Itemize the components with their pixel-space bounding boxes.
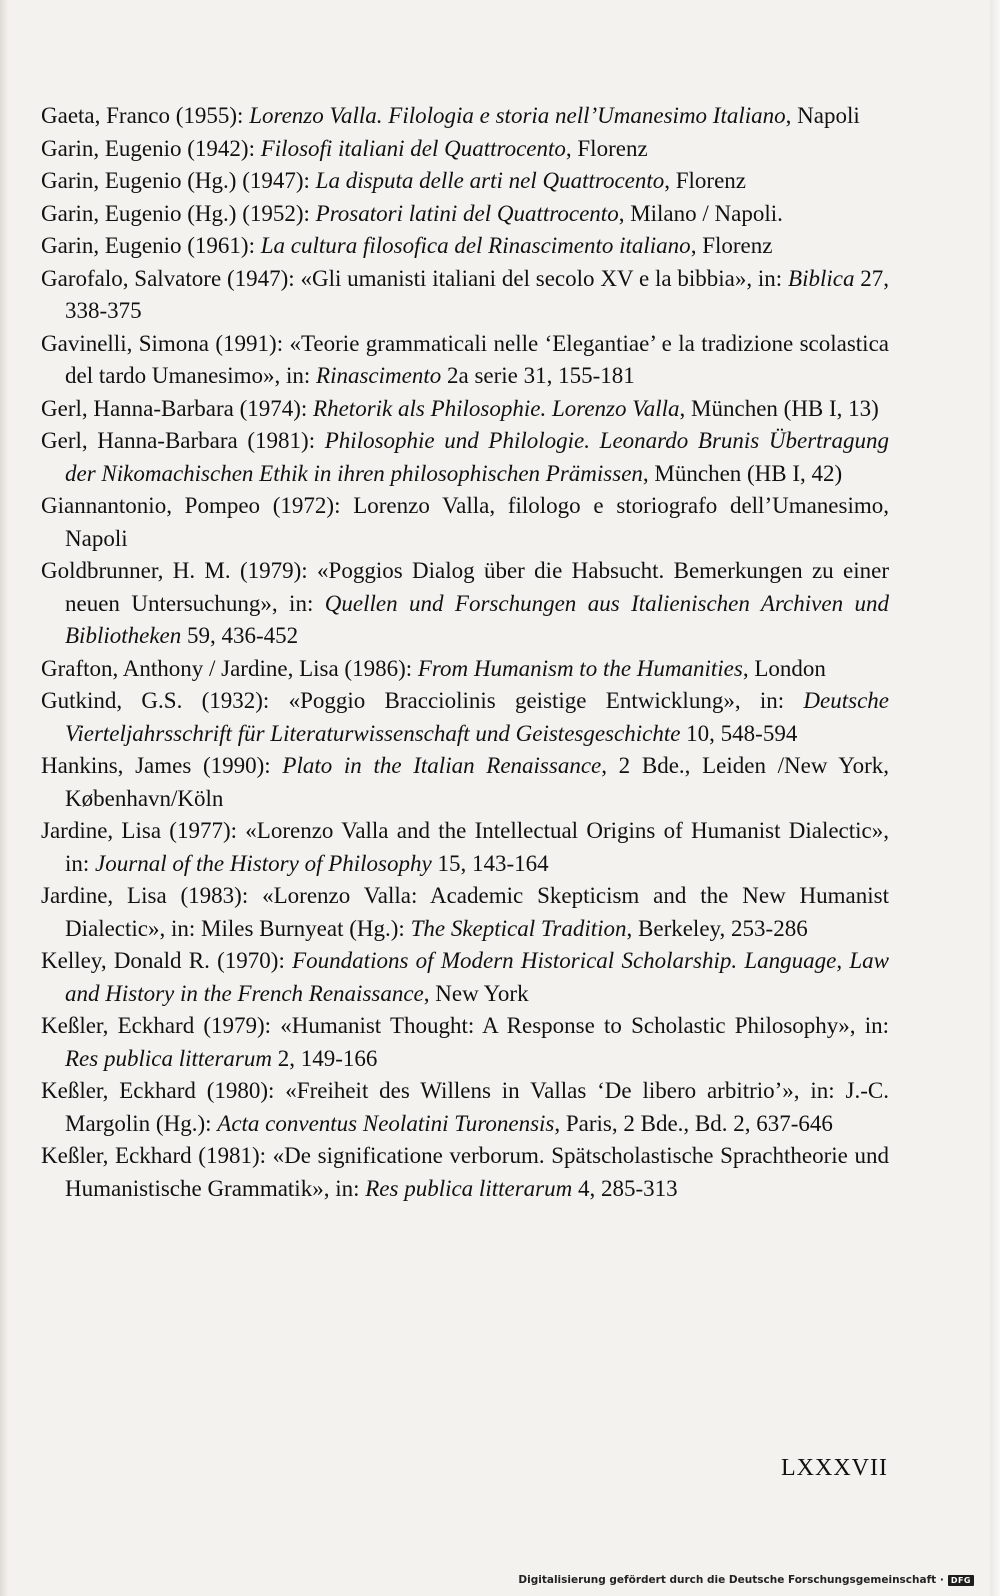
entry-title: Res publica litterarum (65, 1045, 272, 1071)
entry-text: Keßler, Eckhard (1981): «De significatione verborum. Spätscholastische Sprachtheorie und Humanistische Grammatik», in: (41, 1143, 889, 1201)
bibliography-entry (41, 1140, 889, 1205)
bibliography-entry (41, 815, 889, 880)
entry-text: Garin, Eugenio (1942): (41, 135, 261, 161)
entry-title: Deutsche Vierteljahrsschrift für Literaturwissenschaft und Geistesgeschichte (65, 688, 889, 746)
entry-text: Gavinelli, Simona (1991): «Teorie grammaticali nelle ‘Elegantiae’ e la tradizione scolastica del tardo Umanesimo», in: (41, 330, 889, 388)
entry-title: Quellen und Forschungen aus Italienischen Archiven und Bibliotheken (65, 590, 889, 648)
bibliography-entry (41, 198, 889, 231)
entry-text: 27, 338-375 (65, 265, 890, 323)
entry-text: Jardine, Lisa (1983): «Lorenzo Valla: Academic Skepticism and the New Humanist Dialectic», in: Miles Burnyeat (Hg.): (41, 883, 889, 941)
page-number: LXXXVII (781, 1455, 888, 1481)
bibliography-entry (41, 750, 889, 815)
entry-text: , Berkeley, 253-286 (626, 915, 808, 941)
dfg-logo-icon: DFG (948, 1575, 974, 1586)
entry-title: Rinascimento (316, 363, 442, 388)
entry-title: Biblica (788, 265, 855, 291)
bibliography-entry (41, 165, 889, 198)
entry-text: Goldbrunner, H. M. (1979): «Poggios Dialog über die Habsucht. Bemerkungen zu einer neuen Untersuchung», in: (41, 558, 889, 616)
entry-text: , Paris, 2 Bde., Bd. 2, 637-646 (554, 1110, 833, 1136)
bibliography-entry (41, 425, 889, 490)
bibliography-entry (41, 100, 889, 133)
bibliography-entry (41, 555, 889, 653)
entry-title: La cultura filosofica del Rinascimento italiano (260, 233, 691, 258)
bibliography-entry (41, 393, 889, 426)
bibliography-entry (41, 230, 889, 263)
bibliography-entry (41, 945, 889, 1010)
entry-title: Filosofi italiani del Quattrocento (260, 135, 566, 161)
bibliography-entry (41, 490, 889, 555)
entry-text: Jardine, Lisa (1977): «Lorenzo Valla and the Intellectual Origins of Humanist Dialectic», in: (41, 818, 889, 876)
bibliography-entry (41, 133, 889, 166)
entry-text: , München (HB I, 42) (642, 460, 843, 486)
entry-title: Acta conventus Neolatini Turonensis (217, 1110, 555, 1136)
bibliography-entry (41, 685, 889, 750)
entry-title: The Skeptical Tradition (410, 915, 627, 941)
entry-text: Garofalo, Salvatore (1947): «Gli umanisti italiani del secolo XV e la bibbia», in: (41, 265, 789, 291)
entry-text: Garin, Eugenio (Hg.) (1952): (41, 200, 316, 226)
entry-text: 10, 548-594 (680, 720, 798, 746)
entry-text: 2a serie 31, 155-181 (441, 363, 635, 388)
entry-text: Gerl, Hanna-Barbara (1974): (41, 395, 314, 421)
bibliography-entry (41, 653, 889, 686)
digitization-footer (518, 1574, 974, 1586)
entry-text: Keßler, Eckhard (1979): «Humanist Thought: A Response to Scholastic Philosophy», in: (41, 1013, 889, 1038)
entry-text: Kelley, Donald R. (1970): (41, 948, 293, 973)
page-edge-right (990, 0, 1000, 1596)
bibliography-entry (41, 328, 889, 393)
entry-text: , New York (423, 980, 529, 1006)
entry-text: , Florenz (664, 168, 747, 193)
bibliography-list (41, 100, 889, 1205)
entry-text: 2, 149-166 (271, 1045, 378, 1071)
entry-text: Grafton, Anthony / Jardine, Lisa (1986): (41, 655, 418, 681)
bibliography-entry (41, 880, 889, 945)
footer-text: Digitalisierung gefördert durch die Deutsche Forschungsgemeinschaft · (518, 1574, 944, 1586)
entry-text: , Florenz (690, 233, 773, 258)
entry-text: Gutkind, G.S. (1932): «Poggio Bracciolinis geistige Entwicklung», in: (41, 688, 804, 713)
entry-text: , Milano / Napoli. (618, 200, 783, 226)
bibliography-entry (41, 1075, 889, 1140)
bibliography-page (41, 100, 889, 1205)
page-edge-left (0, 0, 8, 1596)
entry-text: 15, 143-164 (431, 850, 549, 876)
entry-title: Lorenzo Valla. Filologia e storia nell’Umanesimo Italiano (249, 103, 786, 128)
entry-text: , Napoli (785, 103, 860, 128)
entry-text: 4, 285-313 (572, 1175, 678, 1201)
entry-text: Keßler, Eckhard (1980): «Freiheit des Willens in Vallas ‘De libero arbitrio’», in: J.-C. Margolin (Hg.): (41, 1078, 889, 1136)
entry-text: , London (742, 655, 826, 681)
entry-title: Foundations of Modern Historical Scholarship. Language, Law and History in the French Renaissance (65, 948, 889, 1006)
entry-text: Giannantonio, Pompeo (1972): Lorenzo Valla, filologo e storiografo dell’Umanesimo, Napoli (41, 493, 889, 551)
entry-text: Garin, Eugenio (1961): (41, 233, 261, 258)
entry-text: , Florenz (565, 135, 648, 161)
entry-text: , 2 Bde., Leiden /New York, København/Köln (65, 753, 890, 811)
entry-text: Gaeta, Franco (1955): (41, 103, 250, 128)
bibliography-entry (41, 1010, 889, 1075)
entry-title: Philosophie und Philologie. Leonardo Brunis Übertragung der Nikomachischen Ethik in ihren philosophischen Prämissen (65, 428, 889, 486)
entry-title: Plato in the Italian Renaissance (282, 753, 602, 778)
entry-text: Hankins, James (1990): (41, 753, 283, 778)
entry-text: 59, 436-452 (181, 623, 299, 648)
entry-title: Prosatori latini del Quattrocento (315, 200, 619, 226)
entry-text: Gerl, Hanna-Barbara (1981): (41, 428, 325, 453)
entry-text: , München (HB I, 13) (679, 395, 879, 421)
entry-title: Res publica litterarum (365, 1175, 573, 1201)
entry-title: Rhetorik als Philosophie. Lorenzo Valla (313, 395, 680, 421)
entry-title: From Humanism to the Humanities (417, 655, 743, 681)
bibliography-entry (41, 263, 889, 328)
entry-title: La disputa delle arti nel Quattrocento (315, 168, 665, 193)
entry-title: Journal of the History of Philosophy (95, 850, 432, 876)
entry-text: Garin, Eugenio (Hg.) (1947): (41, 168, 316, 193)
